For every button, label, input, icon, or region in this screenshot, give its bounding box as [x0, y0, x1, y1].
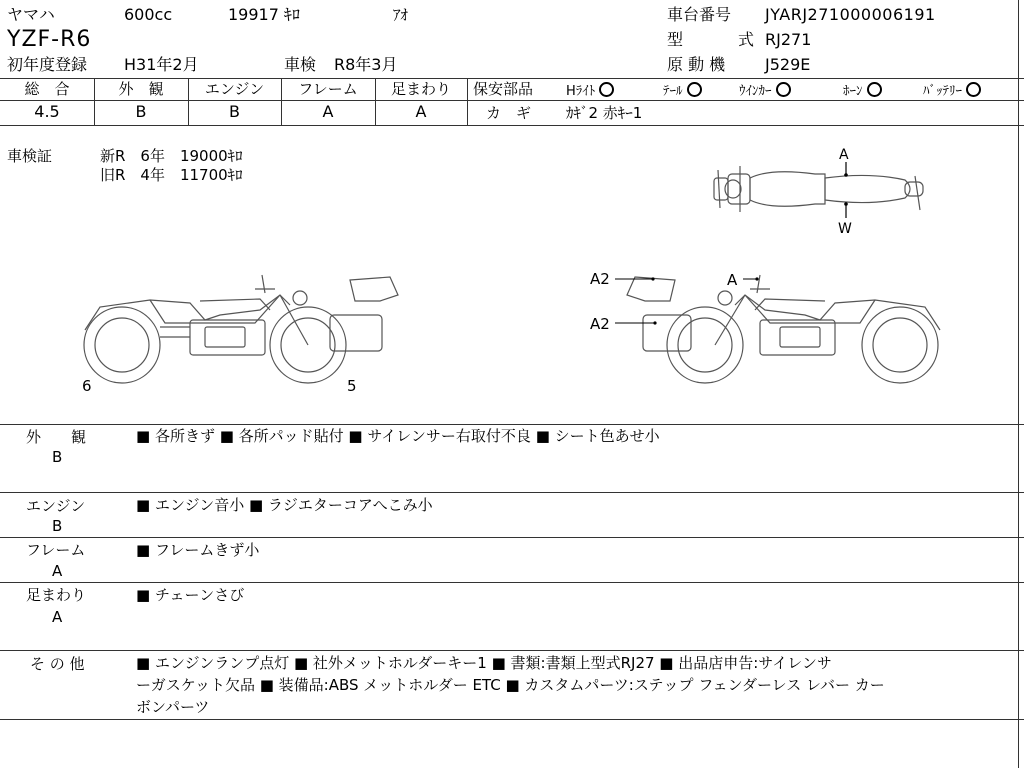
top-w-label: W: [838, 221, 852, 237]
type-label-2: 式: [738, 30, 755, 49]
grade-value-overall: 4.5: [34, 102, 60, 121]
frame-number-value: JYARJ271000006191: [765, 5, 936, 24]
safety-parts-label: 保安部品: [473, 80, 534, 98]
section-suspension-text: ■ チェーンさび: [136, 586, 245, 604]
section-suspension-grade: A: [52, 608, 63, 626]
section-other-text-line2: ーガスケット欠品 ■ 装備品:ABS メットホルダー ETC ■ カスタムパーツ:ステップ フェンダーレス レバー カー: [136, 676, 885, 694]
inspection-label: 車検: [284, 55, 317, 74]
ok-circle-icon: [599, 82, 614, 97]
grade-value-frame: A: [322, 102, 334, 121]
cert-old: 旧R 4年 11700ｷﾛ: [100, 166, 243, 184]
ok-circle-icon: [687, 82, 702, 97]
bike-top-view-diagram: [700, 150, 950, 240]
section-exterior-text: ■ 各所きず ■ 各所パッド貼付 ■ サイレンサー右取付不良 ■ シート色あせ小: [136, 427, 660, 445]
engine-type-label: 原 動 機: [667, 55, 726, 74]
section-engine-title: エンジン: [26, 497, 86, 515]
section-other-text-line1: ■ エンジンランプ点灯 ■ 社外メットホルダーキー1 ■ 書類:書類上型式RJ27 ■ 出品店申告:サイレンサ: [136, 654, 832, 672]
bike-left-side-diagram: [80, 265, 410, 390]
safety-item-winker: ｳｲﾝｶｰ: [739, 82, 791, 100]
section-engine-grade: B: [52, 517, 63, 535]
section-suspension-title: 足まわり: [26, 586, 87, 604]
ok-circle-icon: [966, 82, 981, 97]
safety-item-battery: ﾊﾞｯﾃﾘｰ: [923, 82, 981, 100]
key-value: ｶｷﾞ2 赤ｷｰ1: [566, 104, 643, 122]
safety-item-headlight: Hﾗｲﾄ: [566, 82, 614, 100]
grade-header-engine: エンジン: [204, 80, 265, 98]
grade-header-suspension: 足まわり: [390, 80, 451, 98]
grade-value-engine: B: [229, 102, 240, 121]
ok-circle-icon: [867, 82, 882, 97]
frame-number-label: 車台番号: [667, 5, 732, 24]
left-label-5: 5: [347, 377, 357, 395]
type-value: RJ271: [765, 30, 812, 49]
engine-type-value: J529E: [765, 55, 811, 74]
type-label-1: 型: [667, 30, 684, 49]
grade-header-exterior: 外 観: [118, 80, 164, 98]
safety-item-horn: ﾎｰﾝ: [843, 82, 882, 100]
left-label-6: 6: [82, 377, 92, 395]
grade-value-exterior: B: [135, 102, 147, 121]
right-a2-top-label: A2: [590, 270, 610, 288]
section-frame-title: フレーム: [26, 541, 86, 559]
grade-header-frame: フレーム: [298, 80, 358, 98]
section-other-text-line3: ボンパーツ: [136, 698, 210, 716]
cert-new: 新R 6年 19000ｷﾛ: [100, 147, 243, 165]
maker-name: ヤマハ: [7, 5, 55, 24]
section-engine-text: ■ エンジン音小 ■ ラジエターコアへこみ小: [136, 496, 433, 514]
section-frame-text: ■ フレームきず小: [136, 541, 260, 559]
ok-circle-icon: [776, 82, 791, 97]
first-registration-value: H31年2月: [124, 55, 199, 74]
first-registration-label: 初年度登録: [7, 55, 88, 74]
section-other-title: そ の 他: [30, 655, 85, 673]
safety-item-tail: ﾃｰﾙ: [663, 82, 702, 100]
model-name: YZF-R6: [7, 27, 92, 52]
section-exterior-title: 外 観: [26, 428, 87, 446]
top-a-label: A: [839, 147, 849, 163]
grade-header-overall: 総 合: [24, 80, 70, 98]
mileage: 19917 ｷﾛ: [228, 5, 300, 24]
displacement: 600cc: [124, 5, 173, 24]
section-exterior-grade: B: [52, 448, 63, 466]
section-frame-grade: A: [52, 562, 63, 580]
right-a2-bottom-label: A2: [590, 315, 610, 333]
inspection-value: R8年3月: [334, 55, 398, 74]
cert-label: 車検証: [7, 147, 53, 165]
key-label: カ ギ: [486, 104, 532, 122]
color: ｱｵ: [393, 6, 409, 24]
bike-right-side-diagram: [615, 265, 945, 390]
grade-value-suspension: A: [415, 102, 427, 121]
right-a-label: A: [727, 271, 738, 289]
